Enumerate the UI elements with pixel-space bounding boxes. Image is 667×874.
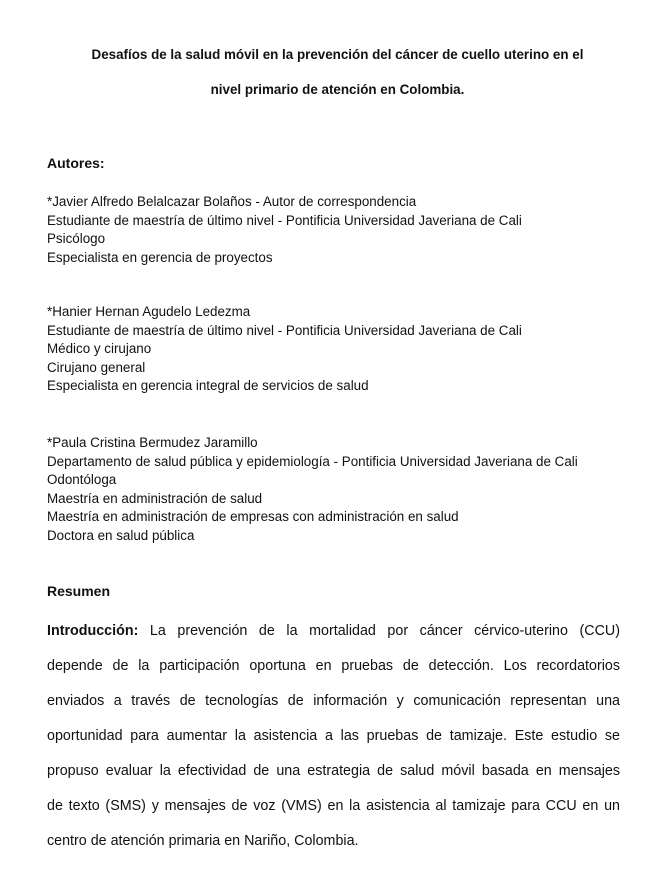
author-3-masters-1: Maestría en administración de salud [47, 490, 263, 506]
abstract-line: oportunidad para aumentar la asistencia a las pruebas de tamizaje. Este estudio se [47, 728, 620, 744]
author-3-doctorate: Doctora en salud pública [47, 527, 195, 543]
author-block-1 [47, 193, 647, 267]
authors-heading: Autores: [47, 155, 105, 171]
author-2-specialty-2: Especialista en gerencia integral de servicios de salud [47, 378, 369, 394]
author-2-name: *Hanier Hernan Agudelo Ledezma [47, 304, 251, 319]
abstract-line: propuso evaluar la efectividad de una estrategia de salud móvil basada en mensajes [47, 763, 620, 779]
author-1-specialty: Especialista en gerencia de proyectos [47, 249, 273, 265]
author-3-affiliation: Departamento de salud pública y epidemiología - Pontificia Universidad Javeriana de Cali [47, 453, 578, 469]
abstract-line: de texto (SMS) y mensajes de voz (VMS) en la asistencia al tamizaje para CCU en un [47, 798, 620, 814]
title-line-2: nivel primario de atención en Colombia. [210, 82, 465, 97]
intro-label: Introducción: [47, 623, 139, 639]
author-1-affiliation: Estudiante de maestría de último nivel - Pontificia Universidad Javeriana de Cali [47, 212, 522, 228]
author-3-degree: Odontóloga [47, 472, 117, 488]
author-1-name: *Javier Alfredo Belalcazar Bolaños - Autor de correspondencia [47, 194, 417, 209]
author-2-specialty-1: Cirujano general [47, 359, 146, 375]
abstract-paragraph [47, 619, 620, 864]
summary-heading: Resumen [47, 583, 111, 599]
author-3-name: *Paula Cristina Bermudez Jaramillo [47, 435, 258, 450]
title-line-1: Desafíos de la salud móvil en la prevención del cáncer de cuello uterino en el [91, 47, 584, 62]
author-2-affiliation: Estudiante de maestría de último nivel - Pontificia Universidad Javeriana de Cali [47, 322, 522, 338]
author-block-2 [47, 303, 647, 396]
abstract-line [47, 619, 620, 654]
abstract-line-text: La prevención de la mortalidad por cáncer cérvico-uterino (CCU) [138, 623, 620, 639]
abstract-line: enviados a través de tecnologías de información y comunicación representan una [47, 693, 620, 709]
author-2-degree: Médico y cirujano [47, 341, 152, 357]
author-3-masters-2: Maestría en administración de empresas con administración en salud [47, 509, 459, 525]
abstract-line: depende de la participación oportuna en pruebas de detección. Los recordatorios [47, 658, 620, 674]
author-1-degree: Psicólogo [47, 231, 106, 247]
abstract-line: centro de atención primaria en Nariño, Colombia. [47, 833, 359, 849]
author-block-3 [47, 434, 647, 546]
